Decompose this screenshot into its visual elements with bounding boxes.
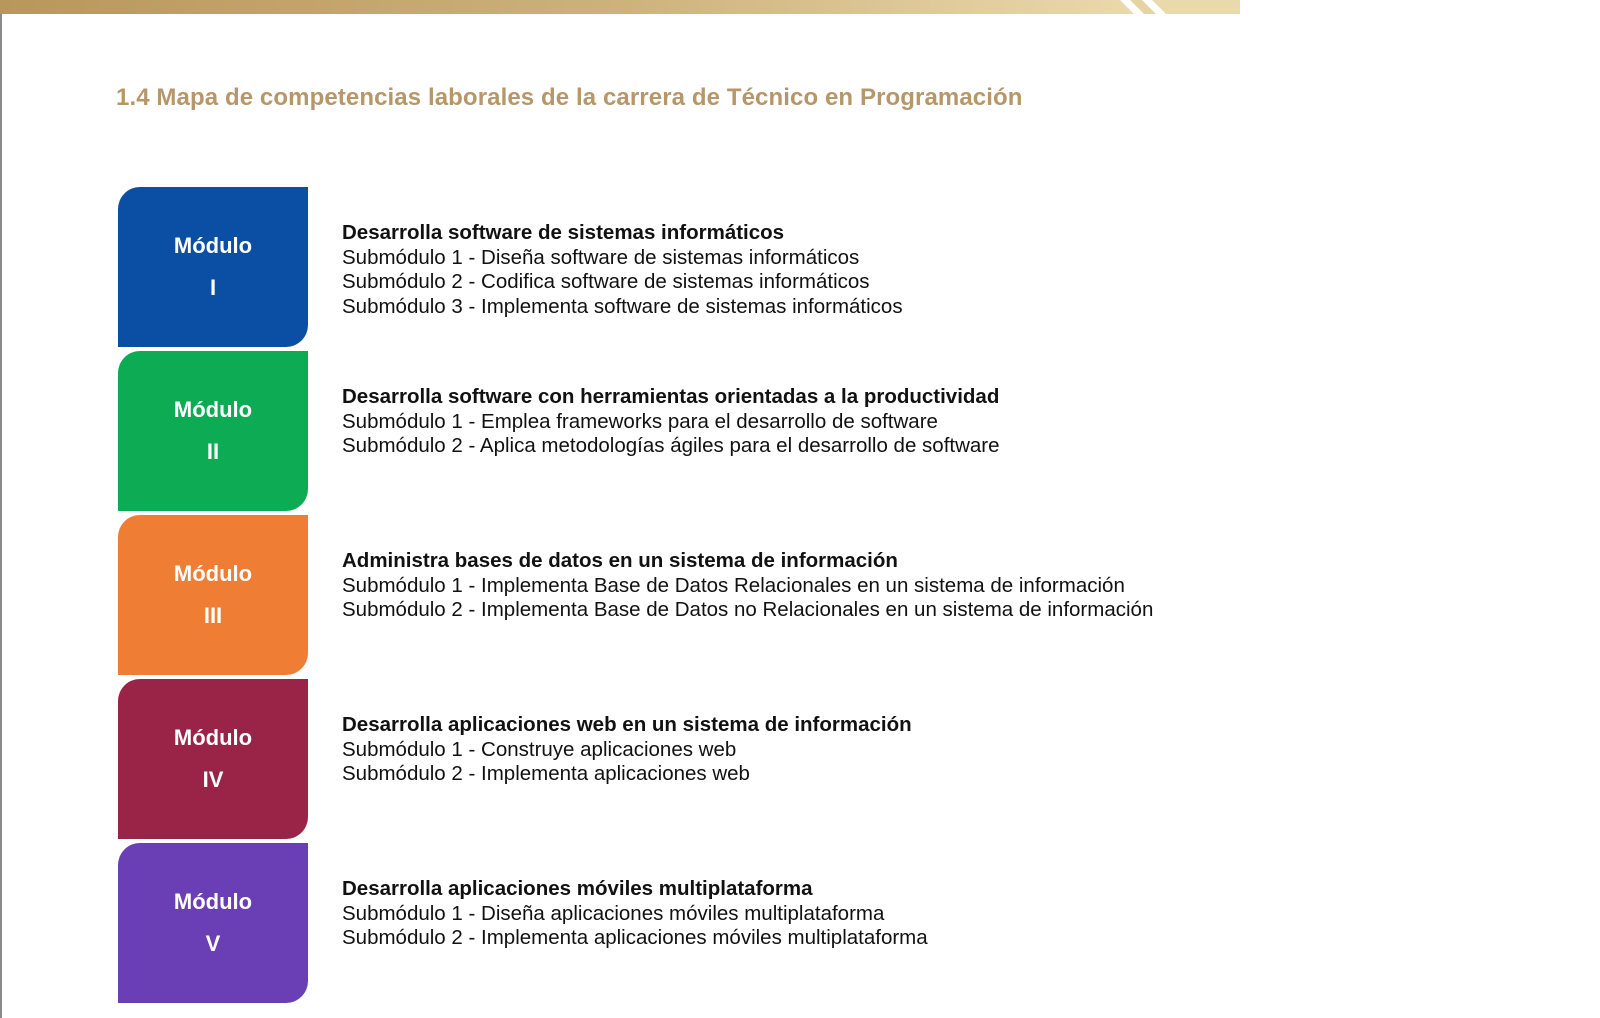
module-row-3	[118, 515, 1518, 675]
module-row-2	[118, 351, 1518, 511]
module-description	[342, 713, 912, 787]
module-heading: Desarrolla software con herramientas orientadas a la productividad	[342, 385, 1000, 408]
decorative-gold-band	[0, 0, 1240, 14]
module-heading: Desarrolla aplicaciones web en un sistema de información	[342, 713, 912, 736]
submodule-item: Submódulo 3 - Implementa software de sistemas informáticos	[342, 294, 903, 318]
module-row-5	[118, 843, 1518, 1003]
page-title: 1.4 Mapa de competencias laborales de la carrera de Técnico en Programación	[116, 84, 1023, 111]
module-description	[342, 877, 928, 951]
module-row-1	[118, 187, 1518, 347]
module-numeral: I	[209, 275, 217, 300]
submodule-item: Submódulo 2 - Implementa Base de Datos no Relacionales en un sistema de información	[342, 598, 1154, 622]
page-left-border	[0, 0, 2, 1018]
module-badge	[118, 351, 308, 511]
module-description	[342, 549, 1153, 623]
module-numeral: II	[206, 439, 220, 464]
module-label: Módulo	[173, 561, 253, 586]
submodule-item: Submódulo 2 - Aplica metodologías ágiles para el desarrollo de software	[342, 434, 1000, 458]
module-numeral: V	[205, 931, 221, 956]
submodule-item: Submódulo 1 - Diseña aplicaciones móviles multiplataforma	[342, 901, 885, 925]
module-badge	[118, 515, 308, 675]
module-numeral: III	[203, 603, 223, 628]
module-description	[342, 221, 903, 319]
module-label: Módulo	[173, 397, 253, 422]
submodule-item: Submódulo 2 - Implementa aplicaciones móviles multiplataforma	[342, 926, 928, 950]
module-label: Módulo	[173, 889, 253, 914]
module-description	[342, 385, 1000, 459]
module-heading: Administra bases de datos en un sistema de información	[342, 549, 898, 572]
submodule-item: Submódulo 1 - Implementa Base de Datos Relacionales en un sistema de información	[342, 573, 1125, 597]
module-label: Módulo	[173, 233, 253, 258]
module-badge	[118, 679, 308, 839]
submodule-item: Submódulo 1 - Construye aplicaciones web	[342, 737, 737, 761]
module-numeral: IV	[202, 767, 224, 792]
submodule-item: Submódulo 1 - Emplea frameworks para el desarrollo de software	[342, 409, 938, 433]
module-badge	[118, 187, 308, 347]
module-label: Módulo	[173, 725, 253, 750]
module-row-4	[118, 679, 1518, 839]
submodule-item: Submódulo 1 - Diseña software de sistemas informáticos	[342, 245, 860, 269]
module-heading: Desarrolla software de sistemas informáticos	[342, 221, 785, 244]
submodule-item: Submódulo 2 - Codifica software de sistemas informáticos	[342, 270, 870, 294]
module-heading: Desarrolla aplicaciones móviles multiplataforma	[342, 877, 813, 900]
submodule-item: Submódulo 2 - Implementa aplicaciones web	[342, 762, 750, 786]
module-badge	[118, 843, 308, 1003]
